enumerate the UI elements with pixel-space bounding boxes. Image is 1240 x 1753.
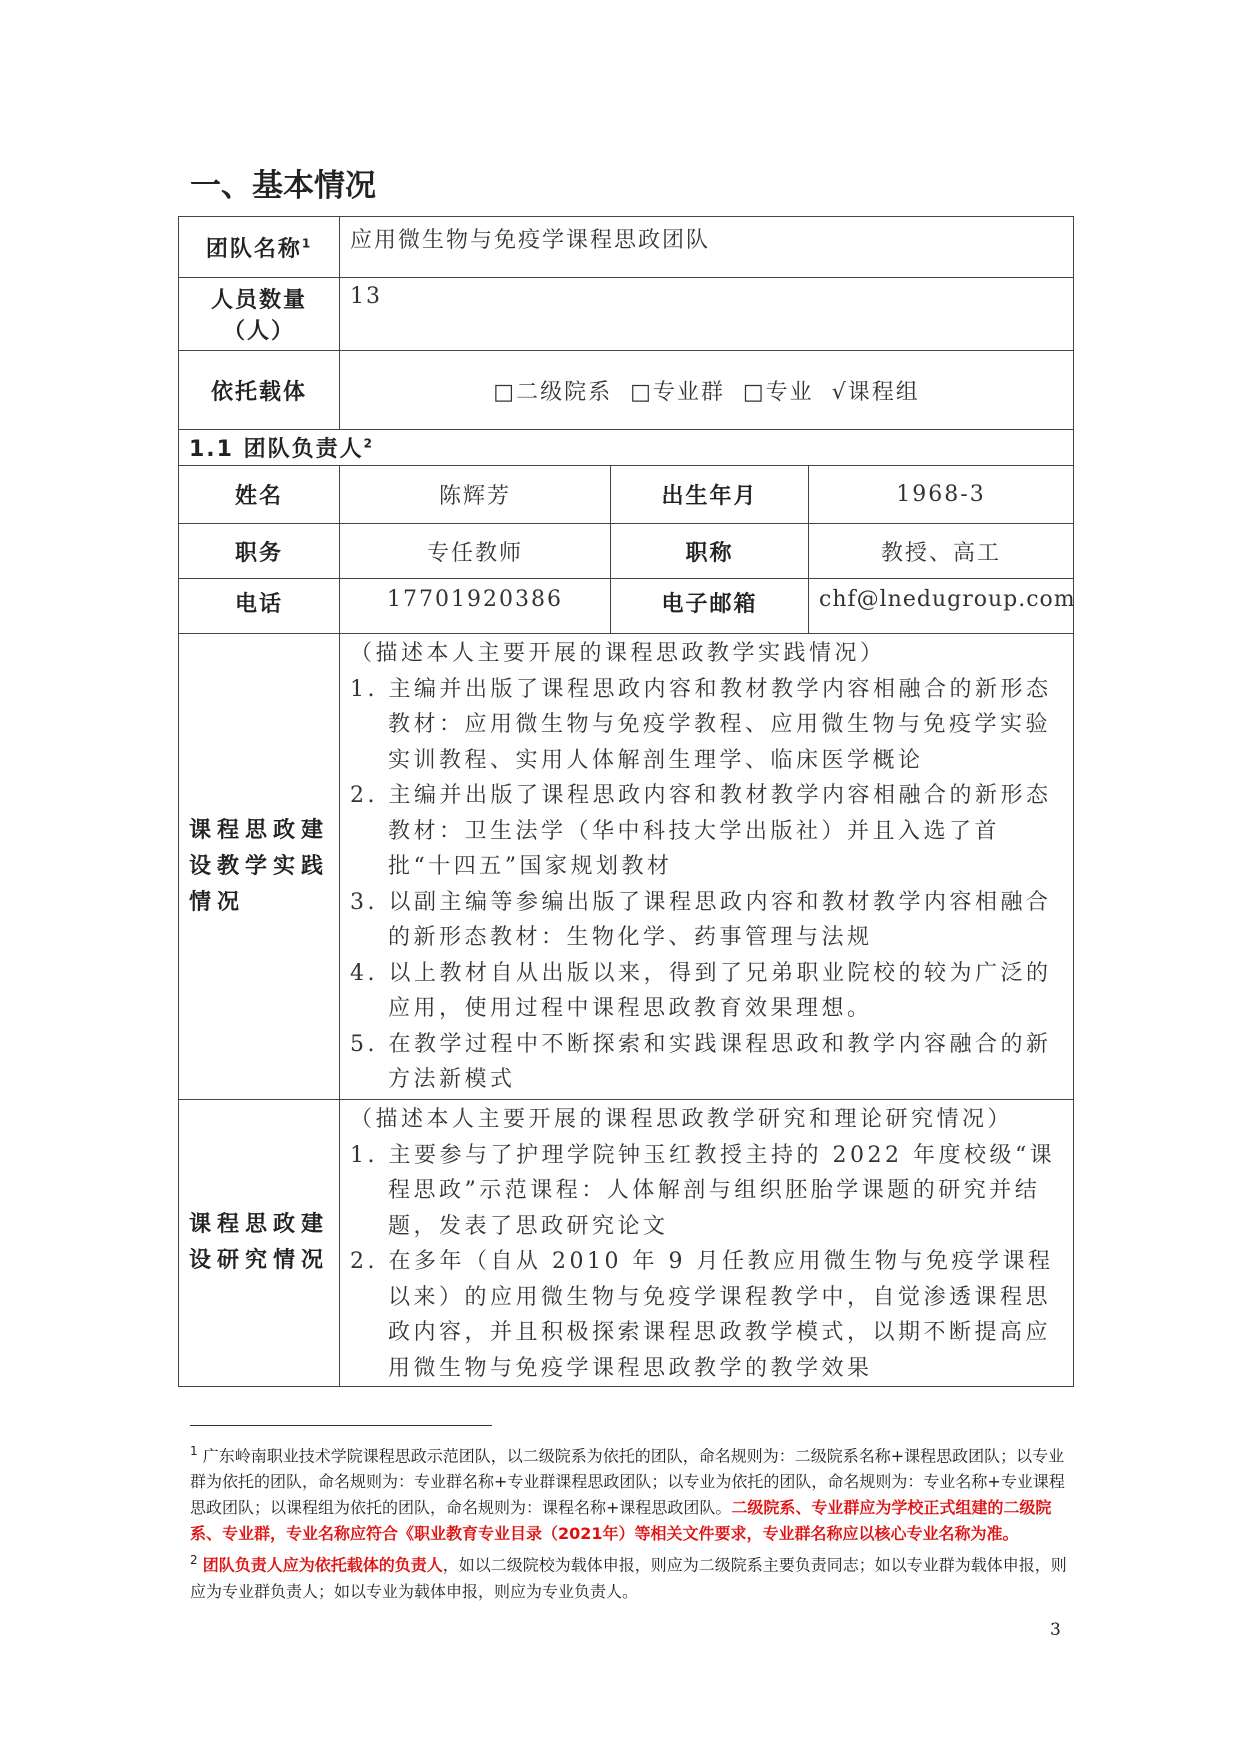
practice-item: 5. 在教学过程中不断探索和实践课程思政和教学内容融合的新方法新模式: [350, 1031, 1052, 1092]
row-duty: [179, 524, 1074, 579]
checkbox-major[interactable]: □专业: [742, 379, 814, 405]
research-intro: （描述本人主要开展的课程思政教学研究和理论研究情况）: [350, 1107, 1014, 1132]
row-leader-section: [179, 430, 1074, 466]
email-label: 电子邮箱: [611, 579, 809, 634]
research-label: 课程思政建设研究情况: [179, 1100, 340, 1387]
practice-label: 课程思政建设教学实践情况: [179, 634, 340, 1100]
research-item: 2. 在多年（自从 2010 年 9 月任教应用微生物与免疫学课程以来）的应用微生物与免疫学课程教学中，自觉渗透课程思政内容，并且积极探索课程思政教学模式，以期不断提高应用微生物与免疫学课程思政教学的教学效果: [350, 1249, 1054, 1381]
phone-label: 电话: [179, 579, 340, 634]
research-content: [340, 1100, 1074, 1387]
footnotes: [190, 1438, 1070, 1605]
row-name: [179, 466, 1074, 524]
row-phone: [179, 579, 1074, 634]
duty-value: 专任教师: [340, 524, 611, 579]
footnote-1: $^1$ 广东岭南职业技术学院课程思政示范团队，以二级院系为依托的团队，命名规则为：二级院系名称+课程思政团队；以专业群为依托的团队，命名规则为：专业群名称+专业群课程思政团队；以专业为依托的团队，命名规则为：专业名称+专业课程思政团队；以课程组为依托的团队，命名规则为：课程名称+课程思政团队。二级院系、专业群应为学校正式组建的二级院系、专业群，专业名称应符合《职业教育专业目录（2021年）等相关文件要求，专业群名称应以核心专业名称为准。: [190, 1444, 1065, 1544]
research-item: 1. 主要参与了护理学院钟玉红教授主持的 2022 年度校级“课程思政”示范课程：人体解剖与组织胚胎学课题的研究并结题，发表了思政研究论文: [350, 1142, 1056, 1239]
footnote-divider: [190, 1425, 492, 1426]
team-name-value: 应用微生物与免疫学课程思政团队: [340, 217, 1074, 278]
name-value: 陈辉芳: [340, 466, 611, 524]
row-practice: [179, 634, 1074, 1100]
team-name-label: 团队名称$^1$: [179, 217, 340, 278]
leader-section-heading: 1.1 团队负责人$^2$: [179, 430, 1074, 466]
practice-intro: （描述本人主要开展的课程思政教学实践情况）: [350, 641, 886, 666]
page-number: 3: [1050, 1620, 1061, 1640]
footnote-2: $^2$ 团队负责人应为依托载体的负责人，如以二级院校为载体申报，则应为二级院系主要负责同志；如以专业群为载体申报，则应为专业群负责人；如以专业为载体申报，则应为专业负责人。: [190, 1553, 1067, 1601]
row-research: [179, 1100, 1074, 1387]
email-value: chf@lnedugroup.com: [809, 579, 1074, 634]
practice-item: 3. 以副主编等参编出版了课程思政内容和教材教学内容相融合的新形态教材：生物化学、药事管理与法规: [350, 889, 1052, 950]
practice-content: [340, 634, 1074, 1100]
practice-item: 2. 主编并出版了课程思政内容和教材教学内容相融合的新形态教材：卫生法学（华中科技大学出版社）并且入选了首批“十四五”国家规划教材: [350, 783, 1052, 879]
phone-value: 17701920386: [340, 579, 611, 634]
checkbox-department[interactable]: □二级院系: [493, 379, 613, 405]
carrier-options: [340, 351, 1074, 430]
member-count-label: 人员数量 （人）: [179, 278, 340, 351]
practice-item: 4. 以上教材自从出版以来，得到了兄弟职业院校的较为广泛的应用，使用过程中课程思政教育效果理想。: [350, 960, 1052, 1021]
title-label: 职称: [611, 524, 809, 579]
birth-label: 出生年月: [611, 466, 809, 524]
practice-item: 1. 主编并出版了课程思政内容和教材教学内容相融合的新形态教材：应用微生物与免疫学教程、应用微生物与免疫学实验实训教程、实用人体解剖生理学、临床医学概论: [350, 676, 1052, 773]
carrier-label: 依托载体: [179, 351, 340, 430]
row-member-count: [179, 278, 1074, 351]
title-value: 教授、高工: [809, 524, 1074, 579]
row-carrier: [179, 351, 1074, 430]
section-title: 一、基本情况: [190, 168, 376, 204]
basic-info-table: [178, 216, 1074, 1387]
checkbox-course-group[interactable]: √课程组: [831, 379, 920, 405]
member-count-value: 13: [340, 278, 1074, 351]
row-team-name: [179, 217, 1074, 278]
duty-label: 职务: [179, 524, 340, 579]
name-label: 姓名: [179, 466, 340, 524]
checkbox-major-group[interactable]: □专业群: [630, 379, 725, 405]
birth-value: 1968-3: [809, 466, 1074, 524]
